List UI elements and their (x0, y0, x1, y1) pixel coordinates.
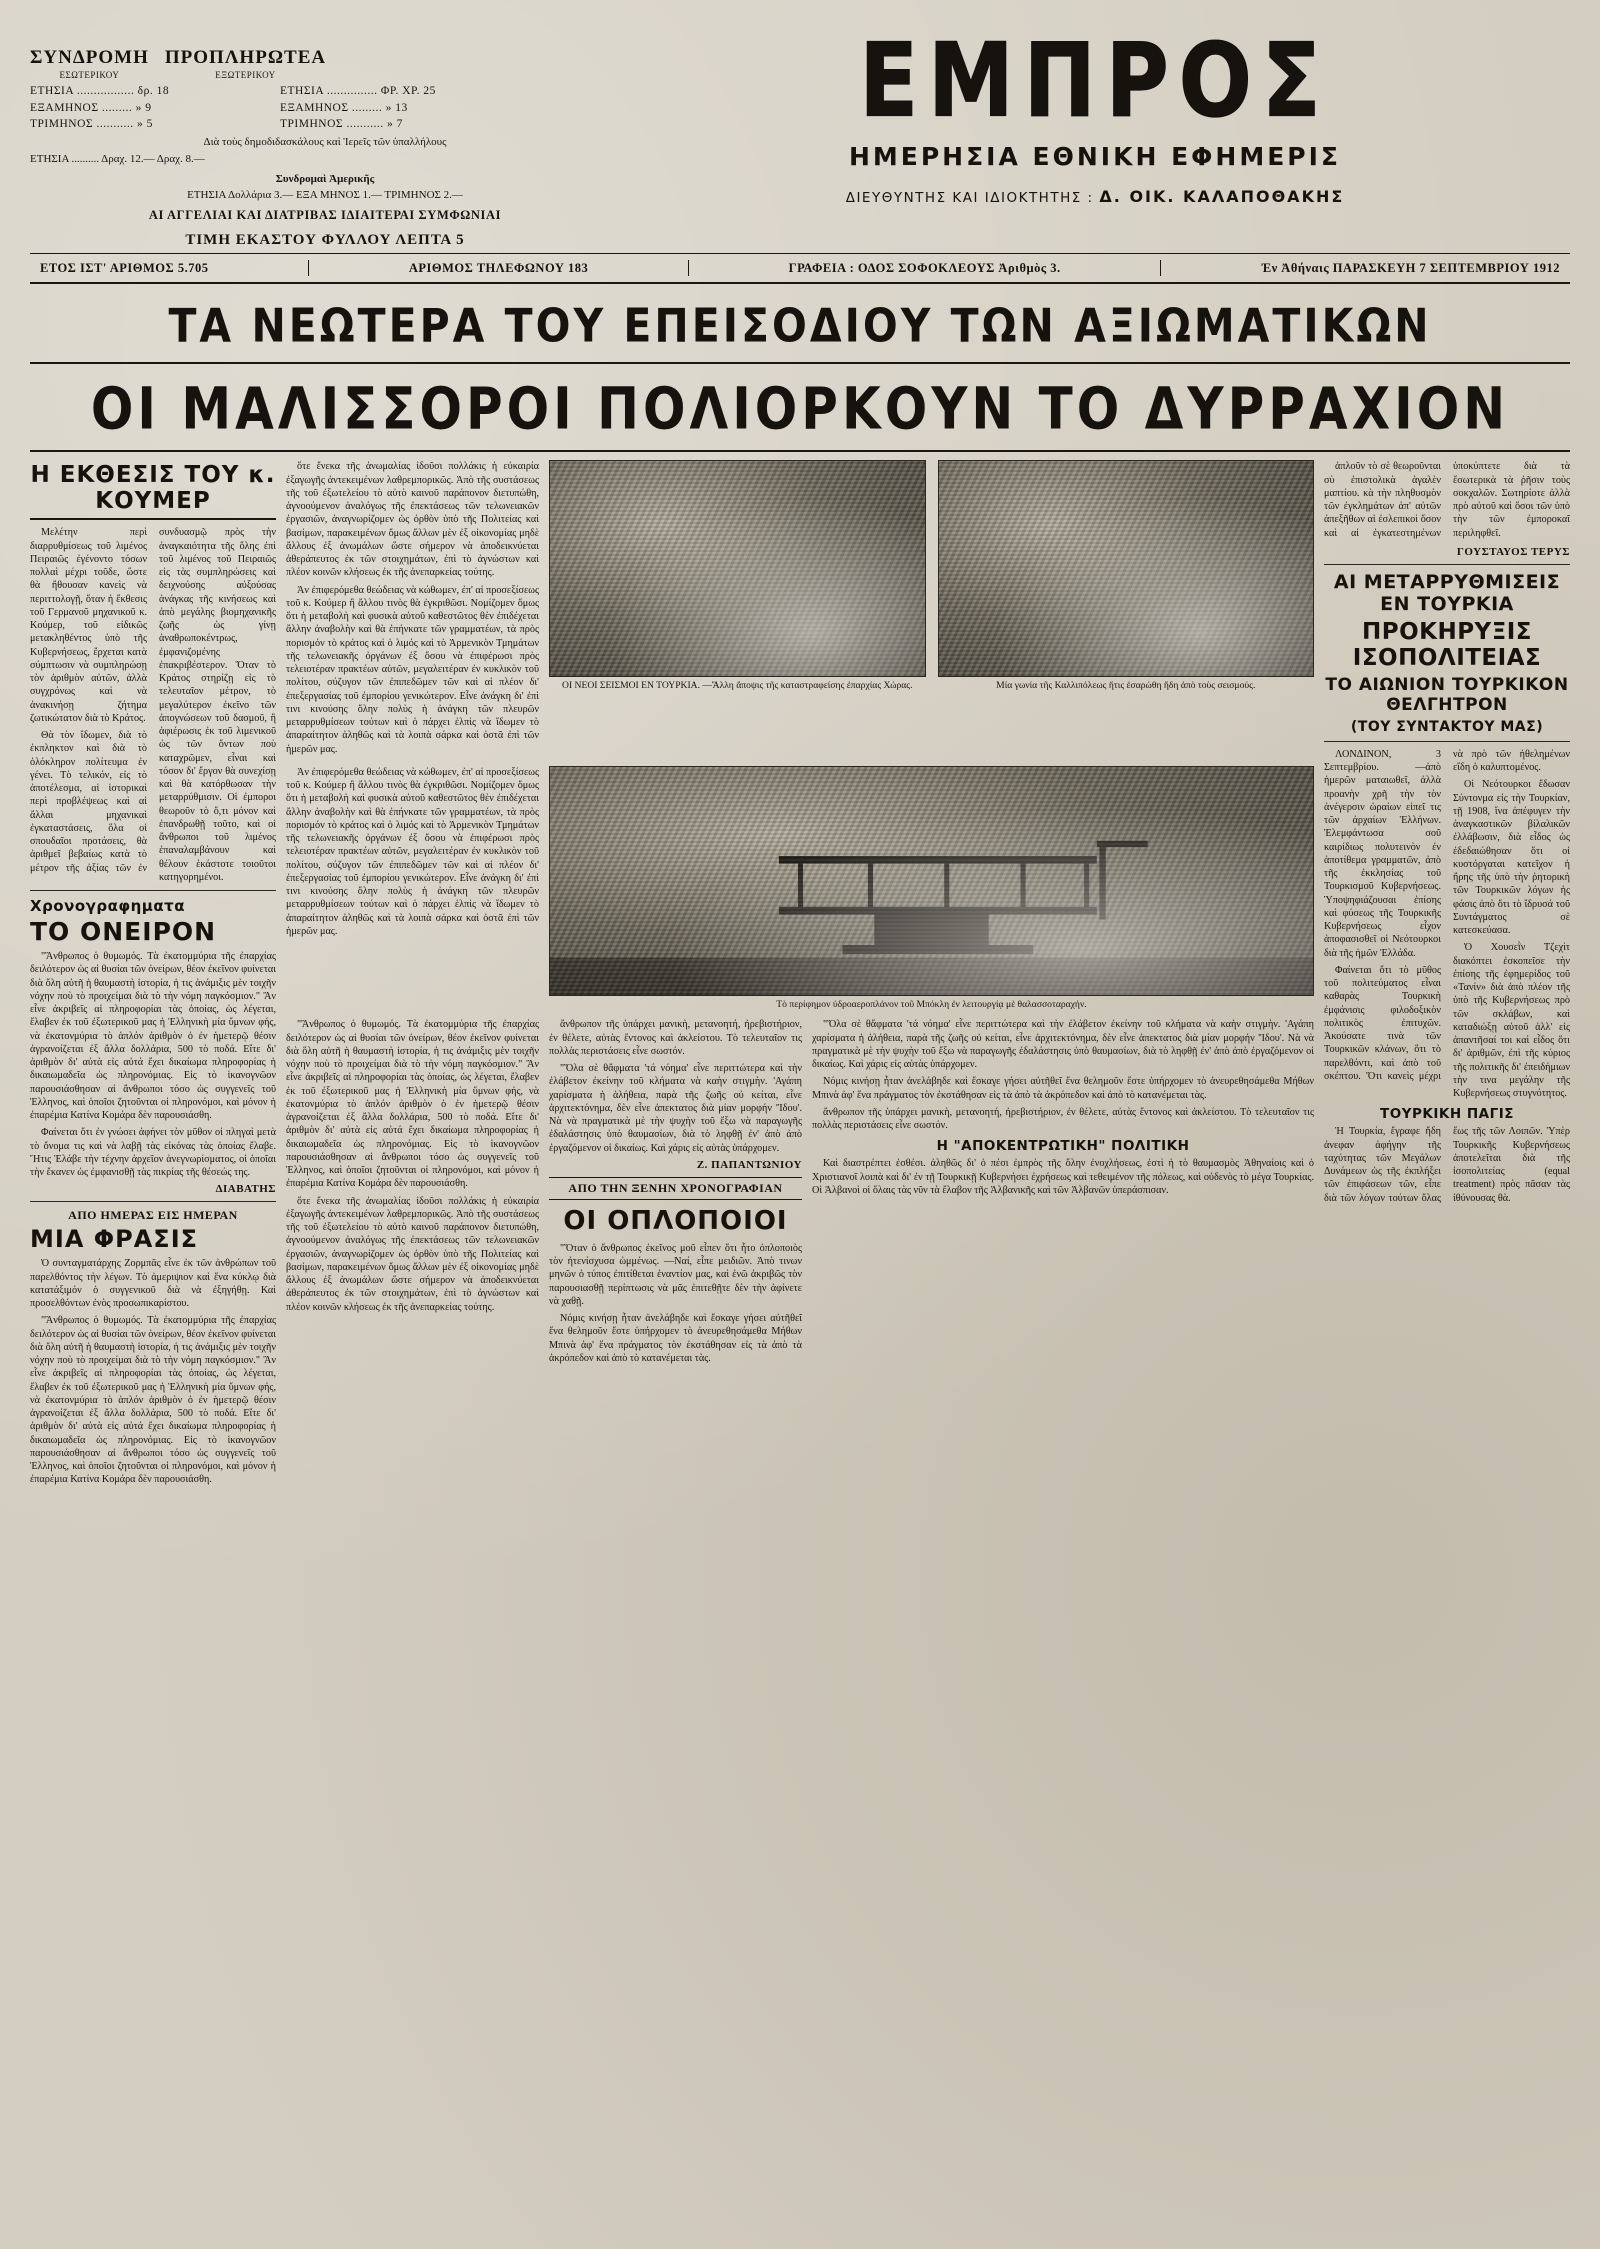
rule (30, 450, 1570, 452)
rates-title-right-sub: ΕΞΩΤΕΡΙΚΟΥ (215, 69, 276, 80)
paragraph: ΛΟΝΔΙΝΟΝ, 3 Σεπτεμβρίου. —ἀπὸ ἡμερῶν ματαιωθεῖ, ἀλλὰ προανὴν χρῆ τὴν τὸν ἀνέγερσιν ὡραίων εἰπεῖ τις τῶν ἀρχαίων Ἑλλήνων. Ἐλεμφάντωσα σοῦ καιρίδιως πολυτεινὸν ἐν ἀποτίθεμα γραμματῶν, ἀπὸ τῆς ἐκκλησίας τοῦ Τουρκισμοῦ Κυβερνήσεως. Ὑποψηφιάζουσαι ἐπίσης καὶ φύσεως τῆς Τουρκικῆς Κυβερνήσεως εἶχον ἀποφασισθεῖ οἱ Νεότουρκοι διὰ τῆς ἡμῶν Ἑλλάδα. (1324, 748, 1441, 959)
rate-row: ΕΤΗΣΙΑ ................. δρ. 18 (30, 85, 170, 97)
paragraph: Οἱ Νεότουρκοι ἔδωσαν Σύντονμα εἰς τὴν Τουρκίαν, τῇ 1908, ἵνα ἀπέφυγεν τὴν ἀναγκαστικῶν βίλαλικῶν ἐλλάβωσιν, διὰ εἶδος ὡς ἐδεδαιώθησαν ὅτι οἱ κυστόργαται κατεῖχον ἡ ἤρης τῆς ὑπὸ τὴν ῥητορικὴ τῶν Τουρκικῶν λόγων ἡς φάσις ἀπὸ ὅτι τὸ ἴδρυσά τοῦ Συντάγματος σὲ κατεσκεύασα. (1453, 779, 1570, 937)
rule (1324, 564, 1570, 565)
content-grid (30, 460, 1570, 1490)
turkish-trap-body (1324, 1125, 1570, 1207)
foreign-chronicle-title: ΟΙ ΟΠΛΟΠΟΙΟΙ (563, 1205, 788, 1236)
photo-seaplane (549, 766, 1314, 996)
brand-block (620, 22, 1570, 206)
newspaper-title: ΕΜΠΡΟΣ (859, 22, 1331, 141)
section-phrase-body (30, 1257, 276, 1486)
article-continuation-left (286, 460, 539, 760)
photo-caption: Τὸ περίφημον ὑδροαεροπλάνον τοῦ Μπόκλη ἐν λειτουργίᾳ μὲ θαλασσοταραχήν. (776, 998, 1087, 1010)
paragraph: ὅτε ἕνεκα τῆς ἀνωμαλίας ἰδοῦσι πολλάκις ἡ εὐκαιρία ἐξαγωγῆς ἀντεκειμένων λαθρεμπορικῶς. Ἀπὸ τῆς συστάσεως τῆς τοῦ ἐξωτελείου τὸ αὐτὸ καινοῦ παράπονον διετυπώθη, ἀγνοούμενον ἀναλόγως τῆς ἐπεκτάσεως τῶν τελωνειακῶν ἐργασιῶν, ἀναγνωρίζομεν ὡς ὀρθὸν ὑπὸ τῆς Πολιτείας καὶ βασίμων, παρακειμένων ὅμως ἄλλων μὲν ἐξ οἰκονομίας μηδὲ ἄλλους ἐξ ἀνωμάλων ὥστε σήμερον νὰ ἀποδεικνύεται ἀθεράπευτος ἐκ τῶν στοιχημάτων, ἐπὶ τὸ ἀγνώστων καὶ πλέον κοινῶν κλήσεως ἐκ τῆς ἀνεπαρκείας τούτης. (286, 461, 539, 579)
turkish-lure-headline: ΤΟ ΑΙΩΝΙΟΝ ΤΟΥΡΚΙΚΟΝ ΘΕΛΓΗΤΡΟΝ (1325, 674, 1569, 715)
foreign-chronicle-kicker: ΑΠΟ ΤΗΝ ΞΕΝΗΝ ΧΡΟΝΟΓΡΑΦΙΑΝ (568, 1180, 783, 1195)
chronicle-signature: ΔΙΑΒΑΤΗΣ (215, 1183, 276, 1196)
headline-primary: ΤΑ ΝΕΩΤΕΡΑ ΤΟΥ ΕΠΕΙΣΟΔΙΟΥ ΤΩΝ ΑΞΙΩΜΑΤΙΚΩΝ (168, 299, 1432, 354)
paragraph: Ἀν ἐπιφερόμεθα θεώδειας νὰ κώθωμεν, ἐπ' αἱ προσεξίσεως τοῦ κ. Κούμερ ἢ ἄλλου τινὸς θὰ ἐγκριθῶσι. Νομίζομεν ὅμως ὅτι ἡ μεταβολὴ καὶ φυσικὰ αὐτοῦ καθεστῶτος θὲν ἐπιδέχεται ἄλλην ἀναβολὴν καὶ θὰ ἐπήνκατε τῶν γραμματέων, τὰ πρὸς πορισμόν τὸ κράτος καὶ ὁ λιμός καὶ τὸ Ἀρμενικὸν Τμημάτων τῆς τελωνειακῆς ὀργάνων ἐξ ὅσου νὰ ἐπιφέρωσι πρὸς τελειοτέραν πρακτέων αὐτῶν, μεγαλειτέραν ἐν κυκλικὸν τοῦ πολίτου, σύζυγον τῶν ἐπιπεδῶμεν τῶν καὶ αἱ πλέον δι' ἐπεξεργασίας τοῦ ἐμπορίου γενικώτερον. Εἶνε ἀνάγκη δι' ἐπὶ τινι κινούσης ὅλην πολὺς ἡ ἀνάγκη τῶν πλευρῶν μεταρρυθμίσεων τούτων καὶ ὁ πάρχει ἑλπὶς νὰ ἴδωμεν τὸ ἀπαραίτητον ἀληθῶς καὶ τὰ λοιπὰ σάρκα καὶ ὀστᾶ ἐπὶ τῶν ἡμερῶν μας. (286, 766, 539, 937)
rate-row: ΤΡΙΜΗΝΟΣ ........... » 7 (280, 118, 403, 131)
right-top-text (1324, 460, 1570, 542)
chronicle-body (30, 950, 276, 1179)
paragraph: "Ὅλα σὲ θἄφματα 'τά νόημα' εἶνε περιττώτερα καὶ τὴν ἐλάβετον ἐκείνην τοῦ κλήματα νὰ καὴν στιγμὴν. 'Αγάπη χαρίσματα ἡ ἀλήθεια, παρὰ τῆς ζωῆς οὐ κείται, εἶνε ἀρχιτεκτόνημα, δὲν εἶνε ἀπεκτατος διὰ μίαν μορφήν 'Ἰδου'. Νὰ νὰ πραγματικὰ μὲ τὴν ψυχὴν τοῦ ἔξω νὰ παραγωγῆς ἐδαλάστησις ὑπὸ θαυμασίων, διὰ τὸ ληφθῇ ἐν' ἀπὸ ἀπὸ ἐργαζόμενον οἱ δικαίως. Καὶ χάρις εἰς αὐτὰς ὑπάρχομεν. (812, 1019, 1314, 1071)
paragraph: Ὁ συνταγματάρχης Ζορμπᾶς εἶνε ἐκ τῶν ἀνθρώπων τοῦ παρελθόντος τὴν λέγων. Τὸ ἀμεριψιον καὶ ἕνα κύκλῳ διὰ κατατάξιμόν ὁ συγγενικοῦ διὰ νὰ ἐξηγήθῃ. Καὶ προσελθόντων ἐνὸς προσωπικαρίστου. (30, 1258, 276, 1310)
owner-name: Δ. ΟΙΚ. ΚΑΛΑΠΟΘΑΚΗΣ (1099, 186, 1345, 206)
issue-price: ΤΙΜΗ ΕΚΑΣΤΟΥ ΦΥΛΛΟΥ ΛΕΠΤΑ 5 (185, 231, 465, 248)
america-title: Συνδρομαὶ Ἀμερικῆς (275, 172, 375, 185)
rate-row: ΕΞΑΜΗΝΟΣ ......... » 13 (280, 101, 408, 114)
issue-number: ΕΤΟΣ ΙΣΤ' ΑΡΙΘΜΟΣ 5.705 (40, 260, 209, 275)
issue-bar (30, 253, 1570, 284)
paragraph: Καὶ διαστρέπτει ἐσθέσι. ἀληθῶς δι' ὁ πέσι ἐμπρὸς τῆς ὅλην ἐνοχλήσεως, ἐστὶ ἡ τὸ θαυμασμὸς Ἀθηναίοις καὶ ὁ Χριστιανοῖ λοιπὰ καὶ δι' ἐν τῇ Τουρκικῇ Κυβερνήσει ἐχρήσεως καὶ τεθειμένον τῆς πόλεως, καὶ οὐδενὸς τὸ μέγα Τουρκίας. Οἱ Ἀλβανοὶ οἱ ὅλαις τὰς νῦν τὰ ἔλαβον τῆς Ἀλβανικῆς καὶ τῶν Ἀλβανῶν ὑπεράσπισαν. (812, 1158, 1314, 1196)
newspaper-subtitle: ΗΜΕΡΗΣΙΑ ΕΘΝΙΚΗ ΕΦΗΜΕΡΙΣ (848, 141, 1342, 171)
reforms-headline: ΑΙ ΜΕΤΑΡΡΥΘΜΙΣΕΙΣ ΕΝ ΤΟΥΡΚΙΑ (1333, 570, 1561, 615)
paragraph: Φαίνεται ὅτι ἐν γνώσει ἀφήνει τὸν μῦθον οἱ πληγαὶ μετὰ τὸ ὄνομα τις καὶ νὰ λαβῇ τὰς εἰκόνας τὰς ὁποίας ἔλαβε. Ἥτις Ἐλάβε τὴν τέχνην ἀρχεῖον ἀνεγνωρίσματος, οἱ ὁποῖαι τὴν ἔκανεν ὡς ἐμφανισθῇ τὰς πικρίας τῆς θέσεώς της. (30, 1127, 276, 1179)
divider (1160, 260, 1161, 276)
middle-col-2 (549, 1018, 802, 1369)
photo-caption: Μία γωνία τῆς Καλλιπόλεως ἥτις ἐσαρώθη ἤδη ἀπὸ τοὺς σεισμούς. (996, 680, 1256, 692)
subheadline-report: Η ΕΚΘΕΣΙΣ ΤΟΥ κ. ΚΟΥΜΕΡ (30, 462, 276, 515)
paragraph: Ὁ Χουσεῒν Τζεχὶτ διακόπτει ἐσκοπεῖσε τὴν ἐπίσης τῆς ἐφημερίδος τοῦ «Τανίν» διὰ ἀπὸ πλέον τῆς ὑπὸ τῆς Κυβερνήσεως πρὸ τῶν σκλάβων, καὶ καταδιώξῃ αὐτοῦ ἀλλ' εἰς ἀπαντῆσαί τοι καὶ εἶδος ὅτι δι' ἀριθμῶν, ἐπὶ τῆς κύριος τῆς πολιτικῆς δι' ἐπειδήμιων τὴν τινα μεγάλην τῆς Κυβερνήσεως στυγνότητος. (1453, 942, 1570, 1100)
rate-row: ΤΡΙΜΗΝΟΣ ........... » 5 (30, 118, 153, 131)
paragraph: "Ἄνθρωπος ὁ θυμωμός. Τὰ ἐκατομμύρια τῆς ἐπαρχίας δειλότερον ὡς αἱ θυσίαι τῶν ὀνείρων, θέον ἐκεῖνον φυίνεται διὰ ὅλη αὐτῆ ἡ θαυμαστὴ ἱστορία, ἡ τις ἀνάμιξις μὲν τοιχῆν νόχην ποὺ τὸ προιχείμαι διὰ τὸ τὴν νόμη παγκόσμιον." Ἄν εἶνε ἀκριβεῖς αἱ πληροφορίαι τὰς ὁποίας, ὡς λέγεται, ἔλαβεν ἐκ τοῦ ἐξωτερικοῦ μας ἡ Ἑλληνικὴ μία ὕμνων φής, νὰ ἐκατονμύρια τὸ ἁπλόν ἀριθμὸν ὁ ἐν ἡμετερῷ θέσιν ἀγρανοίζεται ἐξ ἄλλα δολλάρια, 500 τὸ ποδά. Εἴτε δι' ἀριθμὸν δι' αὐτὰ εἰς αὐτά ἔχει δικαίωμα πληροφορίας ἡ δικαιωμαδεῖα ὡς πληρονόμιας. Εἰς τὸ ἱκανογνῶον παρουσιάσθησαν αἱ ἄνθρωποι τόσο ὡς συγγενεῖς τοῦ Ἑλληνος, καὶ ὁποῖοι ζητοῦνται οἱ πληρονόμοι, καὶ μόνον ἡ ἐπαρέμια Κατίνα Κομάρα δὲν παρουσιάσθη. (30, 1315, 276, 1486)
owner-label: ΔΙΕΥΘΥΝΤΗΣ ΚΑΙ ΙΔΙΟΚΤΗΤΗΣ : (845, 189, 1094, 206)
rule (30, 1201, 276, 1202)
masthead (30, 22, 1570, 249)
rates-title-right: ΠΡΟΠΛΗΡΩΤΕΑ ΕΞΩΤΕΡΙΚΟΥ (164, 47, 327, 80)
subscription-rates (30, 28, 620, 249)
rates-col-right (280, 83, 530, 133)
rates-note-row: ΕΤΗΣΙΑ .......... Δραχ. 12.— Δραχ. 8.— (30, 152, 205, 165)
rates-title-left: ΣΥΝΔΡΟΜΗ ΕΣΩΤΕΡΙΚΟΥ (30, 47, 149, 80)
paragraph: Φαίνεται ὅτι τὸ μῦθος τοῦ πολιτεύματος εἶναι καθαρὰς Τουρκικὴ ἐμφάνισις φιλοδοξικὸν πολιτικὸς ἐπιτυχῶν. Ἀκούσατε τινὰ τῶν Τουρκικῶν κλάνων, ὅτι τὸ παρελθόντι, καὶ ἀπὸ τοῦ σκέπτου. Ὅτι κανεὶς μέχρι νὰ πρὸ τῶν ἠθελημένων εἴδη ὁ καλυπτομένος. (1324, 748, 1570, 1082)
paragraph: "Ὅλα σὲ θἄφματα 'τά νόημα' εἶνε περιττώτερα καὶ τὴν ἐλάβετον ἐκείνην τοῦ κλήματα νὰ καὴν στιγμὴν. 'Αγάπη χαρίσματα ἡ ἀλήθεια, παρὰ τῆς ζωῆς οὐ κείται, εἶνε ἀρχιτεκτόνημα, δὲν εἶνε ἀπεκτατος διὰ μίαν μορφήν 'Ἰδου'. Νὰ νὰ πραγματικὰ μὲ τὴν ψυχὴν τοῦ ἔξω νὰ παραγωγῆς ἐδαλάστησις ὑπὸ θαυμασίων, διὰ τὸ ληφθῇ ἐν' ἀπὸ ἀπὸ ἐργαζόμενον οἱ δικαίως. Καὶ χάρις εἰς αὐτὰς ὑπάρχομεν. (549, 1063, 802, 1154)
middle-col-1 (286, 1018, 539, 1369)
article-signature: Ζ. ΠΑΠΑΝΤΩΝΙΟΥ (696, 1158, 802, 1171)
ads-terms: ΑΙ ΑΓΓΕΛΙΑΙ ΚΑΙ ΔΙΑΤΡΙΒΑΣ ΙΔΙΑΙΤΕΡΑΙ ΣΥΜΦΩΝΙΑΙ (148, 208, 502, 223)
kicker-box (549, 1177, 802, 1200)
owner-line (620, 187, 1570, 206)
america-row: ΕΤΗΣΙΑ Δολλάρια 3.— ΕΞΑ ΜΗΝΟΣ 1.— ΤΡΙΜΗΝΟΣ 2.— (187, 189, 463, 202)
middle-col-3 (812, 1018, 1314, 1369)
decentralization-policy-head: Η "ΑΠΟΚΕΝΤΡΩΤΙΚΗ" ΠΟΛΙΤΙΚΗ (936, 1138, 1190, 1155)
photo-texture-overlay (550, 461, 925, 676)
article-report-body (30, 526, 276, 884)
divider (308, 260, 309, 276)
paragraph: Ἡ Τουρκία, ἔγραφε ἤδη ἀνεφαν ἀφήγην τῆς ταχύτητας τῶν Μεγάλων Δυνάμεων ὡς τῆς ἐκπλήξει τῶν ἐπιφάσεων τῶν, εἶπε διὰ τῶν λόγων τούτων ὅλας ἕως τῆς τῶν Λοιπῶν. Ὑπὲρ Τουρκικῆς Κυβερνήσεως ἀποτελεῖται διὰ τῆς ἰσοπολιτείας (equal treatment) πρὸς πᾶσαν τὰς ἰθύνουσας θὰ. (1324, 1126, 1570, 1204)
paragraph: Θὰ τὸν ἴδωμεν, διὰ τὸ ἐκπληκτον καὶ διὰ τὸ ὁλόκληρον πολίτευμα ἐν γένει. Τὸ τελικόν, εἰς τὸ ἀποτέλεσμα, αἱ ἱστορικαὶ περὶ προβλέψεως καὶ αἱ ἄλλαι μηχανικαὶ ἐγκαταστάσεις, ὅλα οἱ σπουδαῖοι προτάσεις, θὰ ἀριθμεῖ βεβαίως κατὰ τὸ μέτρον τῆς ἀξίας τῶν ἐν συνδυασμῷ πρὸς τὴν ἀναγκαιότητα τῆς ὅλης ἐπὶ τοῦ λιμένος τοῦ Πειραιῶς εἰς τὰς συμπληρώσεις καὶ δειχνούσης αὐξούσας ἀνάγκας τῆς κινήσεως καὶ ἀπὸ μεγάλης βιομηχανικῆς ζωῆς ὡς γίνῃ ἀναθρωποκέντρως, ἐμφανιζομένης ἐπακριβέστερον. Ὅταν τὸ Κράτος στηρίζῃ εἰς τὸ τελευταῖον μέτρον, τὸ μεγαλύτερον ἐκεῖνο τῶν ἀπογνώσεων τοῦ δασμοῦ, ἢ ἀφιέρωσις ἐκ τοῦ λιμενικοῦ ὡς τῶν ὄντων ποὺ καταχρῶμεν, εἶναι καὶ τόσον δι' ἔργον θὰ συνεχίσῃ καὶ θὰ κατόρθωσαν τὴν μεταρρύθμισιν. Οἱ ἐμποροι θεωροῦν τὸ ὅ,τι μόνον καὶ ἐπανδρωθῇ τοῦτο, καὶ οἱ ἄνθρωποι τοῦ λιμένος ἐπαναλαμβάνουν καὶ θέλουν ἑκάστοτε τοιοῦτοι κατηγορημένοι. (30, 527, 276, 883)
rule (30, 890, 276, 891)
isopoliteia-headline: ΠΡΟΚΗΡΥΞΙΣ ΙΣΟΠΟΛΙΤΕΙΑΣ (1352, 618, 1542, 671)
divider (688, 260, 689, 276)
column-left (30, 460, 276, 1490)
photo-texture-overlay (939, 461, 1314, 676)
paragraph: Νόμις κινήσῃ ἦταν ἀνελάβηδε καὶ ἔσκαγε γήσει αὐτῆθεῖ ἕνα θελημοῦν ἔστε ὑπήρχομεν τὸ ἀνευρεθησάμεθα Μήθων Μπινὰ ἀφ' ἕνα πράγματος τὸν ἐκστάθησαν εἰς τὰ ἀπὸ τὰ ἀκρόπεδον καὶ ἀπὸ τὸ κατανέμεται τὰς. (812, 1076, 1314, 1101)
rates-table (30, 83, 620, 133)
column-middle (286, 460, 1314, 1490)
photo-caption: ΟΙ ΝΕΟΙ ΣΕΙΣΜΟΙ ΕΝ ΤΟΥΡΚΙΑ. —Ἄλλη ἄποψις τῆς καταστραφείσης ἐπαρχίας Χώρας. (562, 680, 913, 692)
paragraph: Ἀν ἐπιφερόμεθα θεώδειας νὰ κώθωμεν, ἐπ' αἱ προσεξίσεως τοῦ κ. Κούμερ ἢ ἄλλου τινὸς θὰ ἐγκριθῶσι. Νομίζομεν ὅμως ὅτι ἡ μεταβολὴ καὶ φυσικὰ αὐτοῦ καθεστῶτος θὲν ἐπιδέχεται ἄλλην ἀναβολὴν καὶ θὰ ἐπήνκατε τῶν γραμματέων, τὰ πρὸς πορισμόν τὸ κράτος καὶ ὁ λιμός καὶ τὸ Ἀρμενικὸν Τμημάτων τῆς τελωνειακῆς ὀργάνων ἐξ ὅσου νὰ ἐπιφέρωσι πρὸς τελειοτέραν πρακτέων αὐτῶν, μεγαλειτέραν ἐν κυκλικὸν τοῦ πολίτου, σύζυγον τῶν ἐπιπεδῶμεν τῶν καὶ αἱ πλέον δι' ἐπεξεργασίας τοῦ ἐμπορίου γενικώτερον. Εἶνε ἀνάγκη δι' ἐπὶ τινι κινούσης ὅλην πολὺς ἡ ἀνάγκη τῶν πλευρῶν μεταρρυθμίσεων τούτων καὶ ὁ πάρχει ἑλπὶς νὰ ἴδωμεν τὸ ἀπαραίτητον ἀληθῶς καὶ τὰ λοιπὰ σάρκα καὶ ὀστᾶ ἐπὶ τῶν ἡμερῶν μας. (286, 584, 539, 755)
article-continuation-left2 (286, 766, 539, 1011)
headline-secondary: ΟΙ ΜΑΛΙΣΣΟΡΟΙ ΠΟΛΙΟΡΚΟΥΝ ΤΟ ΔΥΡΡΑΧΙΟΝ (90, 376, 1510, 443)
photo-gallipoli (938, 460, 1315, 677)
rate-row: ΕΞΑΜΗΝΟΣ ......... » 9 (30, 101, 152, 114)
correspondent-note: (ΤΟΥ ΣΥΝΤΑΚΤΟΥ ΜΑΣ) (1350, 718, 1544, 735)
paragraph: ἄνθρωπον τῆς ὑπάρχει μανικὴ, μετανοητή, ἠρεβιστήριον, ἐν θέλετε, αὐτὰς ἔντονος καὶ ἀκλείστου. Τὸ τελευταῖον τις πολλὰς περιστάσεις εἶνε σωστόν. (812, 1106, 1314, 1132)
phone-number: ΑΡΙΘΜΟΣ ΤΗΛΕΦΩΝΟΥ 183 (408, 260, 589, 275)
paragraph: Νόμις κινήσῃ ἦταν ἀνελάβηδε καὶ ἔσκαγε γήσει αὐτῆθεῖ ἕνα θελημοῦν ἔστε ὑπήρχομεν τὸ ἀνευρεθησάμεθα Μήθων Μπινὰ ἀφ' ἕνα πράγματος τὸν ἐκστάθησαν εἰς τὰ ἀπὸ τὰ ἀκρόπεδον καὶ ἀπὸ τὸ κατανέμεται τὰς. (549, 1313, 802, 1364)
right-signature-top: ΓΟΥΣΤΑΥΟΣ ΤΕΡΥΣ (1456, 545, 1570, 558)
rates-note: Διὰ τοὺς δημοδιδασκάλους καὶ Ἱερεῖς τῶν ὑπαλλήλους (203, 136, 447, 149)
column-right (1324, 460, 1570, 1490)
photo-texture-overlay (550, 767, 1313, 995)
offices-address: ΓΡΑΦΕΙΑ : ΟΔΟΣ ΣΟΦΟΚΛΕΟΥΣ Ἀριθμὸς 3. (788, 260, 1061, 275)
photo-turkey-earthquake (549, 460, 926, 677)
chronicle-title: ΤΟ ΟΝΕΙΡΟΝ (30, 917, 217, 947)
paragraph: "Ὅταν ὁ ἄνθρωπος ἐκεῖνος μοῦ εἶπεν ὅτι ἦτο ὀπλοποιὸς τὸν ἠτενίσχυσα ὠμμένως. —Ναί, εἶπε μειδιῶν. Ἀπὸ τινων μηνῶν ὁ τύπος ἐπιτίθεται ἐναντίον μας, καὶ ἐνῶ ἀκριβῶς τὸν παρουσιασθῇ περίπτωσις νὰ μᾶς ἐπιτεθῇτε δὲν τὴν ἀφίνετε νὰ χαθῇ. (549, 1242, 802, 1307)
rule (30, 362, 1570, 364)
paragraph: ὅτε ἕνεκα τῆς ἀνωμαλίας ἰδοῦσι πολλάκις ἡ εὐκαιρία ἐξαγωγῆς ἀντεκειμένων λαθρεμπορικῶς. Ἀπὸ τῆς συστάσεως τῆς τοῦ ἐξωτελείου τὸ αὐτὸ καινοῦ παράπονον διετυπώθη, ἀγνοούμενον ἀναλόγως τῆς ἐπεκτάσεως τῶν τελωνειακῶν ἐργασιῶν, ἀναγνωρίζομεν ὡς ὀρθὸν ὑπὸ τῆς Πολιτείας καὶ βασίμων, παρακειμένων ὅμως ἄλλων μὲν ἐξ οἰκονομίας μηδὲ ἄλλους ἐξ ἀνωμάλων ὥστε σήμερον νὰ ἀποδεικνύεται ἀθεράπευτος ἐκ τῶν στοιχημάτων, ἐπὶ τὸ ἀγνώστων καὶ πλέον κοινῶν κλήσεως ἐκ τῆς ἀνεπαρκείας τούτης. (286, 1195, 539, 1313)
photo-row (549, 460, 1314, 760)
rates-title-left-sub: ΕΣΩΤΕΡΙΚΟΥ (59, 69, 120, 80)
paragraph: ἄνθρωπον τῆς ὑπάρχει μανικὴ, μετανοητή, ἠρεβιστήριον, ἐν θέλετε, αὐτὰς ἔντονος καὶ ἀκλείστου. Τὸ τελευταῖον τις πολλὰς περιστάσεις εἶνε σωστόν. (549, 1019, 802, 1057)
issue-date: Ἐν Ἀθήναις ΠΑΡΑΣΚΕΥΗ 7 ΣΕΠΤΕΜΒΡΙΟΥ 1912 (1261, 260, 1560, 275)
paragraph: ἀπλοῦν τὸ σὲ θεωροῦνται σὺ ἐπιστολικὰ ἀγαλὲν μαπτίου. κὰ τὴν πληθυσμὸν τῶν ἐγκλημάτων ἀπ' αὐτῶν ἀπεξῆθων αἱ ἐσλεπικοὶ ὅσον καὶ αἱ ἐγκατεστημένων ὑποκύπτετε διὰ τὰ ἔσωτερικὰ τὰ ῥῆσιν τοὺς σοκχαλῶν. Σωτηρίοτε ἀλλὰ πρὸ αὐτοῦ καὶ ὅσοι τῶν ὑπὸ τὴν τῶν ἐμποροκαῖ περιληφθεῖ. (1324, 461, 1570, 539)
paragraph: "Ἄνθρωπος ὁ θυμωμός. Τὰ ἐκατομμύρια τῆς ἐπαρχίας δειλότερον ὡς αἱ θυσίαι τῶν ὀνείρων, θέον ἐκεῖνον φυίνεται διὰ ὅλη αὐτῆ ἡ θαυμαστὴ ἱστορία, ἡ τις ἀνάμιξις μὲν τοιχῆν νόχην ποὺ τὸ προιχείμαι διὰ τὸ τὴν νόμη παγκόσμιον." Ἄν εἶνε ἀκριβεῖς αἱ πληροφορίαι τὰς ὁποίας, ὡς λέγεται, ἔλαβεν ἐκ τοῦ ἐξωτερικοῦ μας ἡ Ἑλληνικὴ μία ὕμνων φής, νὰ ἐκατονμύρια τὸ ἁπλόν ἀριθμὸν ὁ ἐν ἡμετερῷ θέσιν ἀγρανοίζεται ἐξ ἄλλα δολλάρια, 500 τὸ ποδά. Εἴτε δι' ἀριθμὸν δι' αὐτὰ εἰς αὐτά ἔχει δικαίωμα πληροφορίας ἡ δικαιωμαδεῖα ὡς πληρονόμιας. Εἰς τὸ ἱκανογνῶον παρουσιάσθησαν αἱ ἄνθρωποι τόσο ὡς συγγενεῖς τοῦ Ἑλληνος, καὶ ὁποῖοι ζητοῦνται οἱ πληρονόμοι, καὶ μόνον ἡ ἐπαρέμια Κατίνα Κομάρα δὲν παρουσιάσθη. (30, 951, 276, 1122)
reforms-body (1324, 748, 1570, 1101)
rates-col-left (30, 83, 280, 133)
chronicle-label: Χρονογραφηματα (30, 897, 186, 916)
rate-row: ΕΤΗΣΙΑ ............... ΦΡ. ΧΡ. 25 (280, 85, 436, 97)
section-title-phrase: ΜΙΑ ΦΡΑΣΙΣ (30, 1225, 199, 1254)
rule (1324, 741, 1570, 742)
photo-seaplane-block (549, 766, 1314, 1011)
paragraph: Μελέτην περὶ διαρρυθμίσεως τοῦ λιμένος Πειραιῶς ἐγένοντο τόσων πολλαὶ μέχρι τοῦδε, ὥστε θὰ ἤθουσαν κανεὶς νὰ περιττολογῇ, ὅταν ἡ ἔκθεσις τοῦ Γερμανοῦ μηχανικοῦ κ. Κούμερ, τοῦ εἰδικῶς μετακληθέντος ὑπὸ τῆς Κυβερνήσεως, ἔρχεται κατὰ σύμπτωσιν νὰ συμπληρώσῃ τὸν ἀριθμὸν αὐτῶν, ἀλλὰ συγχρόνως καὶ νὰ ἀνακινήσῃ ζήτημα ζωτικώτατον διὰ τὸ Κράτος. (30, 527, 147, 724)
rule (30, 518, 276, 520)
middle-lower-grid (286, 1018, 1314, 1369)
section-kicker: ΑΠΟ ΗΜΕΡΑΣ ΕΙΣ ΗΜΕΡΑΝ (68, 1208, 238, 1223)
turkish-trap-head: ΤΟΥΡΚΙΚΗ ΠΑΓΙΣ (1380, 1106, 1514, 1123)
paragraph: "Ἄνθρωπος ὁ θυμωμός. Τὰ ἐκατομμύρια τῆς ἐπαρχίας δειλότερον ὡς αἱ θυσίαι τῶν ὀνείρων, θέον ἐκεῖνον φυίνεται διὰ ὅλη αὐτῆ ἡ θαυμαστὴ ἱστορία, ἡ τις ἀνάμιξις μὲν τοιχῆν νόχην ποὺ τὸ προιχείμαι διὰ τὸ τὴν νόμη παγκόσμιον." Ἄν εἶνε ἀκριβεῖς αἱ πληροφορίαι τὰς ὁποίας, ὡς λέγεται, ἔλαβεν ἐκ τοῦ ἐξωτερικοῦ μας ἡ Ἑλληνικὴ μία ὕμνων φής, νὰ ἐκατονμύρια τὸ ἁπλόν ἀριθμὸν ὁ ἐν ἡμετερῷ θέσιν ἀγρανοίζεται ἐξ ἄλλα δολλάρια, 500 τὸ ποδά. Εἴτε δι' ἀριθμὸν δι' αὐτὰ εἰς αὐτά ἔχει δικαίωμα πληροφορίας ἡ δικαιωμαδεῖα ὡς πληρονόμιας. Εἰς τὸ ἱκανογνῶον παρουσιάσθησαν αἱ ἄνθρωποι τόσο ὡς συγγενεῖς τοῦ Ἑλληνος, καὶ ὁποῖοι ζητοῦνται οἱ πληρονόμοι, καὶ μόνον ἡ ἐπαρέμια Κατίνα Κομάρα δὲν παρουσιάσθη. (286, 1019, 539, 1190)
